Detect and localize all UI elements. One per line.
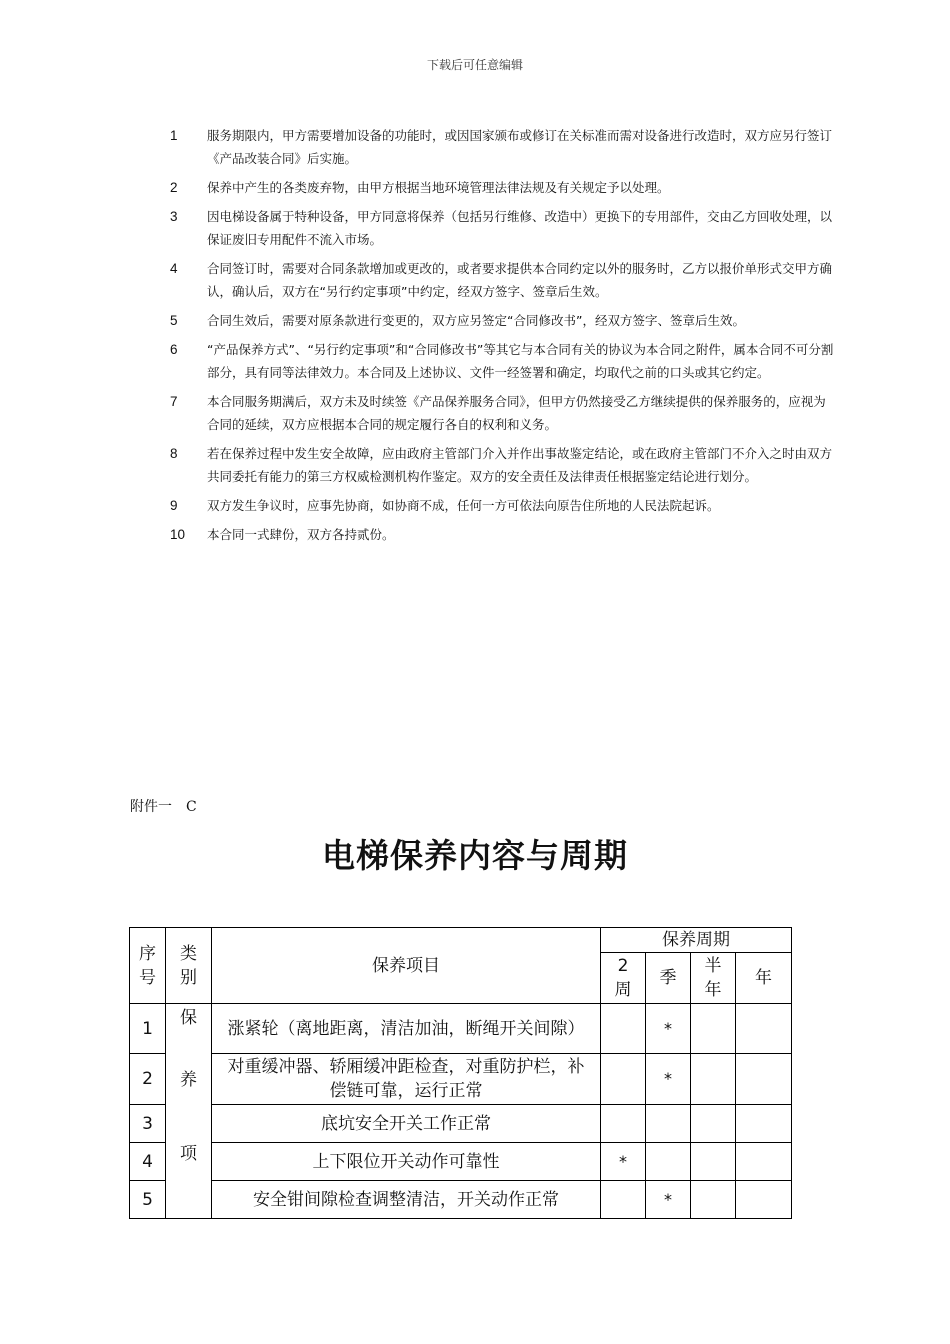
clause-text: 因电梯设备属于特种设备，甲方同意将保养（包括另行维修、改造中）更换下的专用部件，交由乙方回收处理，以保证废旧专用配件不流入市场。 bbox=[207, 209, 833, 247]
clause-item bbox=[170, 523, 835, 546]
row-period-year bbox=[736, 1105, 792, 1143]
category-char: 项 bbox=[180, 1144, 197, 1164]
clause-item bbox=[170, 442, 835, 488]
clause-item bbox=[170, 176, 835, 199]
row-period-halfyear bbox=[691, 1143, 736, 1181]
row-period-2week bbox=[601, 1054, 646, 1105]
row-period-quarter: * bbox=[646, 1004, 691, 1054]
row-period-2week bbox=[601, 1004, 646, 1054]
row-period-year bbox=[736, 1054, 792, 1105]
clause-item bbox=[170, 205, 835, 251]
table-row bbox=[130, 1054, 792, 1105]
row-item: 对重缓冲器、轿厢缓冲距检查，对重防护栏，补偿链可靠，运行正常 bbox=[212, 1054, 601, 1105]
category-char: 养 bbox=[180, 1070, 197, 1090]
clause-text: 合同签订时，需要对合同条款增加或更改的，或者要求提供本合同约定以外的服务时，乙方以报价单形式交甲方确认，确认后，双方在“另行约定事项”中约定，经双方签字、签章后生效。 bbox=[207, 261, 833, 299]
table-row bbox=[130, 1105, 792, 1143]
clause-item bbox=[170, 257, 835, 303]
page-title: 电梯保养内容与周期 bbox=[322, 836, 628, 875]
row-item: 底坑安全开关工作正常 bbox=[212, 1105, 601, 1143]
row-item: 安全钳间隙检查调整清洁，开关动作正常 bbox=[212, 1181, 601, 1219]
row-period-quarter: * bbox=[646, 1181, 691, 1219]
row-period-quarter: * bbox=[646, 1054, 691, 1105]
row-period-halfyear bbox=[691, 1181, 736, 1219]
clause-number: 8 bbox=[170, 446, 178, 461]
row-seq: 5 bbox=[130, 1181, 166, 1219]
header-period-quarter: 季 bbox=[646, 953, 691, 1004]
header-period-year: 年 bbox=[736, 953, 792, 1004]
table-row bbox=[130, 1004, 792, 1054]
clause-number: 7 bbox=[170, 394, 178, 409]
header-period: 保养周期 bbox=[601, 928, 792, 953]
header-period-2week: 2 周 bbox=[601, 953, 646, 1004]
annex-label bbox=[130, 796, 197, 816]
clause-number: 4 bbox=[170, 261, 178, 276]
clause-text: 若在保养过程中发生安全故障，应由政府主管部门介入并作出事故鉴定结论，或在政府主管部门不介入之时由双方共同委托有能力的第三方权威检测机构作鉴定。双方的安全责任及法律责任根据鉴定结论进行划分。 bbox=[207, 446, 833, 484]
page-header-note: 下载后可任意编辑 bbox=[426, 58, 523, 72]
clause-number: 9 bbox=[170, 498, 178, 513]
clause-item bbox=[170, 494, 835, 517]
annex-code: C bbox=[186, 799, 197, 815]
annex-name: 附件一 bbox=[130, 799, 172, 815]
table-row bbox=[130, 1181, 792, 1219]
row-period-quarter bbox=[646, 1105, 691, 1143]
header-category: 类 别 bbox=[166, 928, 212, 1004]
row-seq: 2 bbox=[130, 1054, 166, 1105]
clause-text: “产品保养方式”、“另行约定事项”和“合同修改书”等其它与本合同有关的协议为本合同之附件，属本合同不可分割部分，具有同等法律效力。本合同及上述协议、文件一经签署和确定，均取代之前的口头或其它约定。 bbox=[207, 342, 834, 380]
row-period-halfyear bbox=[691, 1054, 736, 1105]
clause-number: 1 bbox=[170, 128, 178, 143]
contract-clauses bbox=[170, 124, 835, 552]
row-period-halfyear bbox=[691, 1004, 736, 1054]
row-period-quarter bbox=[646, 1143, 691, 1181]
clause-item bbox=[170, 390, 835, 436]
row-period-halfyear bbox=[691, 1105, 736, 1143]
header-seq: 序 号 bbox=[130, 928, 166, 1004]
clause-text: 本合同服务期满后，双方未及时续签《产品保养服务合同》，但甲方仍然接受乙方继续提供的保养服务的，应视为合同的延续，双方应根据本合同的规定履行各自的权利和义务。 bbox=[207, 394, 826, 432]
row-period-year bbox=[736, 1143, 792, 1181]
header-item: 保养项目 bbox=[212, 928, 601, 1004]
row-period-year bbox=[736, 1004, 792, 1054]
clause-text: 保养中产生的各类废弃物，由甲方根据当地环境管理法律法规及有关规定予以处理。 bbox=[207, 180, 670, 195]
category-char: 保 bbox=[180, 1008, 197, 1028]
clause-text: 双方发生争议时，应事先协商，如协商不成，任何一方可依法向原告住所地的人民法院起诉。 bbox=[207, 498, 720, 513]
row-item: 涨紧轮（离地距离，清洁加油，断绳开关间隙） bbox=[212, 1004, 601, 1054]
table-row bbox=[130, 1143, 792, 1181]
clause-item bbox=[170, 338, 835, 384]
maintenance-table bbox=[129, 927, 792, 1219]
clause-number: 3 bbox=[170, 209, 178, 224]
row-period-2week bbox=[601, 1181, 646, 1219]
clause-number: 5 bbox=[170, 313, 178, 328]
row-period-year bbox=[736, 1181, 792, 1219]
row-seq: 1 bbox=[130, 1004, 166, 1054]
clause-text: 本合同一式肆份，双方各持贰份。 bbox=[207, 527, 395, 542]
clause-text: 合同生效后，需要对原条款进行变更的，双方应另签定“合同修改书”，经双方签字、签章后生效。 bbox=[207, 313, 745, 328]
row-seq: 3 bbox=[130, 1105, 166, 1143]
clause-text: 服务期限内，甲方需要增加设备的功能时，或因国家颁布或修订在关标准而需对设备进行改造时，双方应另行签订《产品改装合同》后实施。 bbox=[207, 128, 833, 166]
row-period-2week bbox=[601, 1105, 646, 1143]
clause-item bbox=[170, 124, 835, 170]
row-period-2week: * bbox=[601, 1143, 646, 1181]
clause-number: 10 bbox=[170, 527, 186, 542]
row-seq: 4 bbox=[130, 1143, 166, 1181]
clause-number: 6 bbox=[170, 342, 178, 357]
clause-number: 2 bbox=[170, 180, 178, 195]
clause-item bbox=[170, 309, 835, 332]
row-item: 上下限位开关动作可靠性 bbox=[212, 1143, 601, 1181]
category-cell bbox=[166, 1004, 212, 1219]
header-period-halfyear: 半 年 bbox=[691, 953, 736, 1004]
